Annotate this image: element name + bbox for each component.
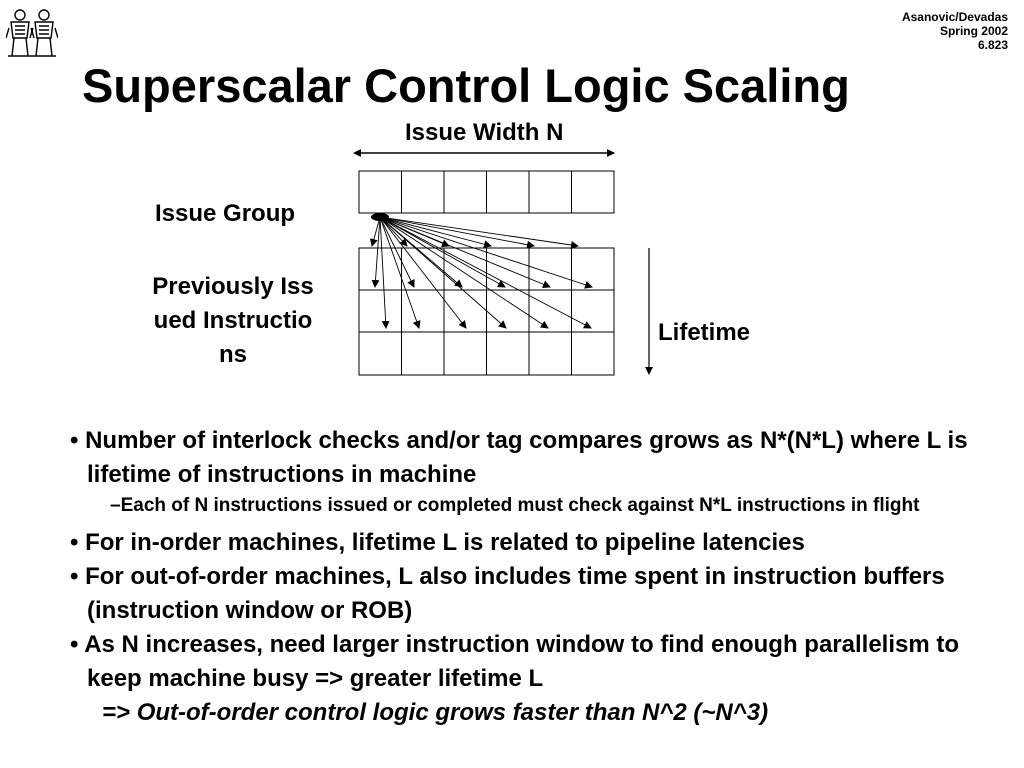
bullet-item: • For in-order machines, lifetime L is related to pipeline latencies bbox=[70, 529, 805, 556]
issue-group-row bbox=[359, 171, 614, 213]
conclusion-text: => Out-of-order control logic grows faster than N^2 (~N^3) bbox=[102, 699, 769, 726]
previously-issued-label: Previously Issued Instructions bbox=[152, 273, 314, 368]
sub-bullet-item: –Each of N instructions issued or completed must check against N*L instructions in flight bbox=[110, 495, 920, 516]
bullet-list bbox=[70, 424, 970, 730]
bullet-item: • For out-of-order machines, L also includes time spent in instruction buffers (instruction window or ROB) bbox=[70, 563, 945, 624]
bullet-item: • Number of interlock checks and/or tag compares grows as N*(N*L) where L is lifetime of instructions in machine bbox=[70, 427, 968, 488]
issue-group-label: Issue Group bbox=[155, 200, 296, 227]
term-text: Spring 2002 bbox=[939, 24, 1008, 38]
bullet-text: For in-order machines, lifetime L is related to pipeline latencies bbox=[85, 529, 805, 556]
dependency-check-arrows bbox=[372, 217, 592, 328]
lifetime-label: Lifetime bbox=[658, 319, 751, 346]
issue-width-label: Issue Width N bbox=[405, 119, 564, 146]
bullet-text: As N increases, need larger instruction window to find enough parallelism to keep machine busy => greater lifetime L bbox=[84, 631, 960, 692]
sub-bullet-text: Each of N instructions issued or completed must check against N*L instructions in flight bbox=[120, 495, 920, 516]
slide-title: Superscalar Control Logic Scaling bbox=[82, 59, 850, 112]
authors-text: Asanovic/Devadas bbox=[901, 10, 1008, 24]
course-number-text: 6.823 bbox=[977, 38, 1008, 52]
bullet-item: • As N increases, need larger instruction window to find enough parallelism to keep machine busy => greater lifetime L bbox=[70, 631, 960, 692]
bullet-text: For out-of-order machines, L also includes time spent in instruction buffers (instruction window or ROB) bbox=[85, 563, 945, 624]
bullet-text: Number of interlock checks and/or tag compares grows as N*(N*L) where L is lifetime of instructions in machine bbox=[85, 427, 968, 488]
